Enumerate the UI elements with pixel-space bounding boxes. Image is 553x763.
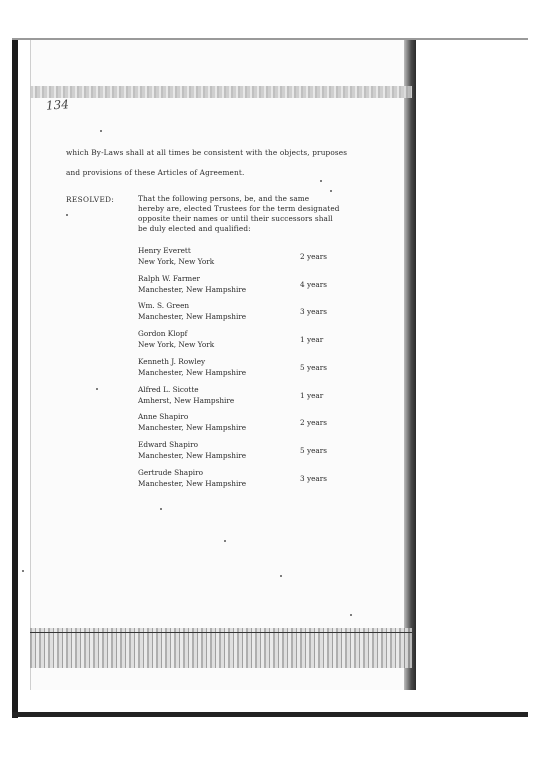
trustee-name: Henry Everett xyxy=(138,246,191,255)
trustee-term: 3 years xyxy=(300,307,327,316)
trustee-location: New York, New York xyxy=(138,340,215,349)
trustee-location: Manchester, New Hampshire xyxy=(138,479,247,488)
trustee-term: 5 years xyxy=(300,446,327,455)
scan-speck xyxy=(330,190,332,192)
scan-speck xyxy=(96,388,98,390)
trustee-name: Ralph W. Farmer xyxy=(138,274,201,283)
scan-speck xyxy=(66,214,68,216)
resolved-line: be duly elected and qualified: xyxy=(138,224,251,233)
trustee-name: Gordon Klopf xyxy=(138,329,188,338)
scan-speck xyxy=(160,508,162,510)
trustee-term: 4 years xyxy=(300,280,327,289)
trustee-location: Manchester, New Hampshire xyxy=(138,312,247,321)
intro-line-2: and provisions of these Articles of Agreement. xyxy=(66,168,245,177)
intro-line-1: which By-Laws shall at all times be consistent with the objects, pruposes xyxy=(66,148,348,157)
trustee-name: Alfred L. Sicotte xyxy=(138,385,199,394)
scan-speck xyxy=(22,570,24,572)
page-bottom-rule xyxy=(30,632,412,633)
page-shadow-edge xyxy=(404,40,416,690)
scan-speck xyxy=(100,130,102,132)
scan-left-edge xyxy=(12,40,18,718)
trustee-name: Kenneth J. Rowley xyxy=(138,357,206,366)
trustee-name: Gertrude Shapiro xyxy=(138,468,203,477)
handwritten-page-number: 134 xyxy=(45,97,70,113)
resolved-label: RESOLVED: xyxy=(66,195,115,204)
trustee-name: Edward Shapiro xyxy=(138,440,199,449)
trustee-name: Wm. S. Green xyxy=(138,301,190,310)
scan-bottom-edge xyxy=(12,712,528,717)
scan-speck xyxy=(350,614,352,616)
scan-speck xyxy=(280,575,282,577)
trustee-term: 2 years xyxy=(300,252,327,261)
trustee-term: 3 years xyxy=(300,474,327,483)
trustee-location: Manchester, New Hampshire xyxy=(138,285,247,294)
scan-noise-band-bottom xyxy=(30,628,412,668)
trustee-location: Manchester, New Hampshire xyxy=(138,423,247,432)
document-page xyxy=(30,40,413,690)
trustee-location: Manchester, New Hampshire xyxy=(138,368,247,377)
resolved-line: That the following persons, be, and the same xyxy=(138,194,310,203)
trustee-term: 1 year xyxy=(300,391,324,400)
trustee-location: Amherst, New Hampshire xyxy=(138,396,235,405)
trustee-location: Manchester, New Hampshire xyxy=(138,451,247,460)
scan-noise-band-top xyxy=(30,86,412,98)
resolved-line: opposite their names or until their successors shall xyxy=(138,214,333,223)
scan-speck xyxy=(224,540,226,542)
trustee-term: 2 years xyxy=(300,418,327,427)
trustee-term: 1 year xyxy=(300,335,324,344)
scan-speck xyxy=(320,180,322,182)
trustee-location: New York, New York xyxy=(138,257,215,266)
trustee-term: 5 years xyxy=(300,363,327,372)
trustee-name: Anne Shapiro xyxy=(138,412,189,421)
resolved-line: hereby are, elected Trustees for the term designated xyxy=(138,204,340,213)
